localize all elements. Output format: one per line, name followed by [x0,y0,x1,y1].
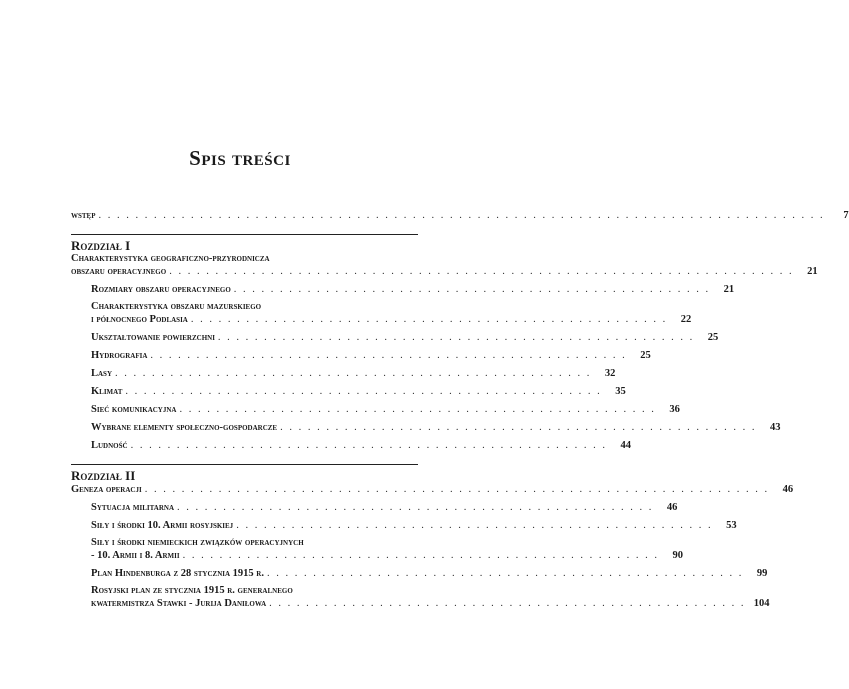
toc-page-number: 21 [723,284,735,295]
dot-leader: . . . . . . . . . . . . . . . . . . . . . . . . . . . . . . . . . . . . . . . . . . . . . . . . . . . . [233,284,711,295]
dot-leader: . . . . . . . . . . . . . . . . . . . . . . . . . . . . . . . . . . . . . . . . . . . . . . . . . . . . [150,350,627,361]
toc-page-number: 53 [726,520,737,531]
toc-section[interactable] [91,439,631,452]
toc-page-number: 35 [615,386,626,397]
toc-section[interactable] [91,301,692,326]
toc-entry-label: kwatermistrza Stawki - Jurija Daniłowa [91,598,267,609]
toc-section[interactable] [91,331,719,344]
toc-section[interactable] [91,403,680,416]
toc-section[interactable] [91,349,651,362]
dot-leader: . . . . . . . . . . . . . . . . . . . . . . . . . . . . . . . . . . . . . . . . . . . . . . . . . . . . [269,598,746,609]
toc-page-number: 25 [640,350,651,361]
toc-page-number: 32 [604,368,616,379]
dot-leader: . . . . . . . . . . . . . . . . . . . . . . . . . . . . . . . . . . . . . . . . . . . . . . . . . . . . [177,502,654,513]
toc-entry-label: - 10. Armii i 8. Armii [91,550,180,561]
toc-entry-intro[interactable] [71,209,849,222]
toc-entry-label: Rozmiary obszaru operacyjnego [91,284,231,295]
toc-entry-label: wstęp [71,210,96,221]
toc-entry-label: Sieć komunikacyjna [91,404,177,415]
dot-leader: . . . . . . . . . . . . . . . . . . . . . . . . . . . . . . . . . . . . . . . . . . . . . . . . . . . . [130,440,607,451]
toc-page-number: 44 [620,440,631,451]
chapter-divider [71,464,418,465]
toc-section[interactable] [91,519,737,532]
toc-page-number: 90 [672,550,683,561]
toc-entry-label: Lasy [91,368,113,379]
toc-page-number: 25 [707,332,719,343]
toc-entry-chapter-title[interactable] [71,483,794,496]
toc-section[interactable] [91,385,626,398]
toc-entry-label-line: Charakterystyka obszaru mazurskiego [91,301,262,312]
toc-entry-label: Sytuacja militarna [91,502,175,513]
toc-entry-label: i północnego Podlasia [91,314,188,325]
toc-page-number: 46 [666,502,678,513]
dot-leader: . . . . . . . . . . . . . . . . . . . . . . . . . . . . . . . . . . . . . . . . . . . . . . . . . . . . [280,422,757,433]
dot-leader: . . . . . . . . . . . . . . . . . . . . . . . . . . . . . . . . . . . . . . . . . . . . . . . . . . . . [179,404,656,415]
toc-section[interactable] [91,567,768,580]
page-title: Spis treści [189,146,291,170]
chapter-1 [71,238,818,452]
toc-entry-label-line: Siły i środki niemieckich związków operacyjnych [91,537,304,548]
toc-section[interactable] [91,585,770,610]
toc-page-number: 104 [753,598,770,609]
toc-entry-label: Ukształtowanie powierzchni [91,332,215,343]
toc-section[interactable] [91,501,678,514]
toc-entry-label-line: Rosyjski plan ze stycznia 1915 r. generalnego [91,585,293,596]
toc-page-number: 99 [756,568,768,579]
dot-leader: . . . . . . . . . . . . . . . . . . . . . . . . . . . . . . . . . . . . . . . . . . . . . . . . . . . . . . . . . . . . . . . . . . . . . . . . . . . . . . . [98,210,825,221]
chapter-heading: Rozdział II [71,468,136,483]
toc-section[interactable] [91,537,683,562]
toc-entry-label: Klimat [91,386,123,397]
toc-entry-label: Ludność [91,440,128,451]
toc-page-number: 46 [782,484,794,495]
toc-page-number: 22 [680,314,692,325]
toc-page-number: 36 [669,404,680,415]
dot-leader: . . . . . . . . . . . . . . . . . . . . . . . . . . . . . . . . . . . . . . . . . . . . . . . . . . . . [125,386,602,397]
toc-entry-chapter-title[interactable] [71,265,818,278]
dot-leader: . . . . . . . . . . . . . . . . . . . . . . . . . . . . . . . . . . . . . . . . . . . . . . . . . . . . . . . . . . . . . . . . . . . . [169,266,794,277]
dot-leader: . . . . . . . . . . . . . . . . . . . . . . . . . . . . . . . . . . . . . . . . . . . . . . . . . . . . . . . . . . . . . . . . . . . . [144,484,770,495]
dot-leader: . . . . . . . . . . . . . . . . . . . . . . . . . . . . . . . . . . . . . . . . . . . . . . . . . . . . [190,314,668,325]
chapter-divider [71,234,418,235]
toc-section[interactable] [91,421,781,434]
dot-leader: . . . . . . . . . . . . . . . . . . . . . . . . . . . . . . . . . . . . . . . . . . . . . . . . . . . . [115,368,592,379]
dot-leader: . . . . . . . . . . . . . . . . . . . . . . . . . . . . . . . . . . . . . . . . . . . . . . . . . . . . [182,550,659,561]
toc-page-number: 7 [843,210,849,221]
toc-page-number: 21 [807,266,818,277]
toc-entry-label: Siły i środki 10. Armii rosyjskiej [91,520,234,531]
toc-page-number: 43 [769,422,781,433]
toc-entry-label: Geneza operacji [71,484,142,495]
dot-leader: . . . . . . . . . . . . . . . . . . . . . . . . . . . . . . . . . . . . . . . . . . . . . . . . . . . . [217,332,695,343]
toc-entry-label: Wybrane elementy społeczno-gospodarcze [91,422,278,433]
toc-entry-label: Hydrografia [91,350,148,361]
dot-leader: . . . . . . . . . . . . . . . . . . . . . . . . . . . . . . . . . . . . . . . . . . . . . . . . . . . . [236,520,713,531]
chapter-title-line: Charakterystyka geograficzno-przyrodnicza [71,253,270,264]
toc-entry-label: obszaru operacyjnego [71,266,167,277]
toc-section[interactable] [91,283,735,296]
chapter-heading: Rozdział I [71,238,131,253]
toc-section[interactable] [91,367,616,380]
chapter-2 [71,468,794,610]
toc-entry-label: Plan Hindenburga z 28 stycznia 1915 r. [91,568,264,579]
table-of-contents [71,203,849,610]
dot-leader: . . . . . . . . . . . . . . . . . . . . . . . . . . . . . . . . . . . . . . . . . . . . . . . . . . . . [266,568,744,579]
